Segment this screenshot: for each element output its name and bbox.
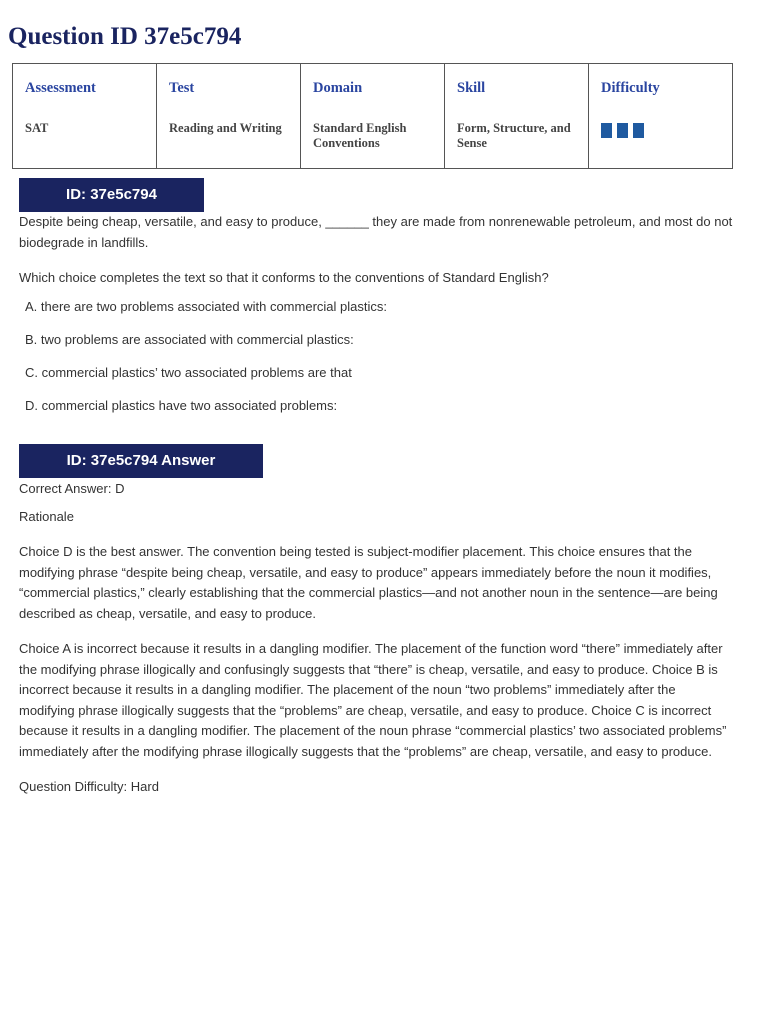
answer-id-banner: ID: 37e5c794 Answer	[19, 444, 263, 478]
skill-cell	[445, 64, 589, 169]
page-title: Question ID 37e5c794	[8, 23, 242, 50]
rationale-paragraph-2	[19, 639, 743, 762]
domain-value-line-1: Standard English	[313, 121, 407, 135]
rationale-line: described as cheap, versatile, and easy to produce.	[19, 605, 317, 621]
difficulty-label: Difficulty	[601, 80, 660, 96]
difficulty-bar	[601, 123, 612, 138]
question-difficulty: Question Difficulty: Hard	[19, 779, 159, 794]
skill-value-line-1: Form, Structure, and	[457, 121, 571, 135]
rationale-line: Choice A is incorrect because it results in a dangling modifier. The placement of the function word “there” immediately after	[19, 641, 723, 656]
test-label: Test	[169, 80, 195, 96]
passage-line: biodegrade in landfills.	[19, 234, 149, 250]
question-id-banner: ID: 37e5c794	[19, 178, 204, 212]
skill-label: Skill	[457, 80, 486, 96]
rationale-line: Choice D is the best answer. The convention being tested is subject-modifier placement. This choice ensures that the	[19, 544, 692, 559]
rationale-paragraph-1	[19, 542, 743, 624]
domain-value-line-2: Conventions	[313, 136, 380, 150]
rationale-line: the modifying phrase illogically and confusingly suggests that “there” is cheap, versatile, and easy to produce. Choice B is	[19, 661, 718, 677]
difficulty-bar	[633, 123, 644, 138]
assessment-value: SAT	[25, 121, 49, 135]
skill-value-line-2: Sense	[457, 136, 487, 150]
rationale-heading: Rationale	[19, 509, 74, 524]
passage-line: Despite being cheap, versatile, and easy to produce, ______ they are made from nonrenewable petroleum, and most do not	[19, 214, 733, 229]
choice-b: B. two problems are associated with commercial plastics:	[25, 332, 354, 347]
rationale-line: because it results in a dangling modifier. The placement of the noun phrase “commercial plastics’ two associated problems”	[19, 723, 727, 738]
difficulty-cell	[589, 64, 733, 169]
assessment-label: Assessment	[25, 80, 96, 96]
choice-a: A. there are two problems associated with commercial plastics:	[25, 299, 387, 314]
domain-cell	[301, 64, 445, 169]
question-metadata-table	[12, 63, 733, 169]
correct-answer: Correct Answer: D	[19, 481, 125, 496]
difficulty-indicator	[601, 123, 720, 138]
rationale-line: incorrect because it results in a dangling modifier. The placement of the noun “two problems” immediately after the	[19, 682, 676, 697]
question-passage	[19, 212, 743, 253]
domain-label: Domain	[313, 80, 363, 96]
rationale-line: “commercial plastics,” clearly establishing that the commercial plastics—and not another noun in the sentence—are being	[19, 585, 718, 600]
rationale-line: modifying phrase illogically suggests that the “problems” are cheap, versatile, and easy to produce. Choice C is incorrect	[19, 702, 712, 718]
difficulty-bar	[617, 123, 628, 138]
choice-c: C. commercial plastics’ two associated problems are that	[25, 365, 352, 380]
rationale-line: immediately after the modifying phrase illogically suggests that the “problems” are cheap, versatile, and easy to produce.	[19, 743, 712, 759]
test-value: Reading and Writing	[169, 121, 282, 135]
skill-value	[457, 121, 576, 151]
domain-value	[313, 121, 432, 151]
test-cell	[157, 64, 301, 169]
choice-d: D. commercial plastics have two associated problems:	[25, 398, 338, 413]
question-prompt: Which choice completes the text so that it conforms to the conventions of Standard English?	[19, 270, 549, 285]
assessment-cell	[13, 64, 157, 169]
rationale-line: modifying phrase “despite being cheap, versatile, and easy to produce” appears immediately before the noun it modifies,	[19, 564, 712, 580]
